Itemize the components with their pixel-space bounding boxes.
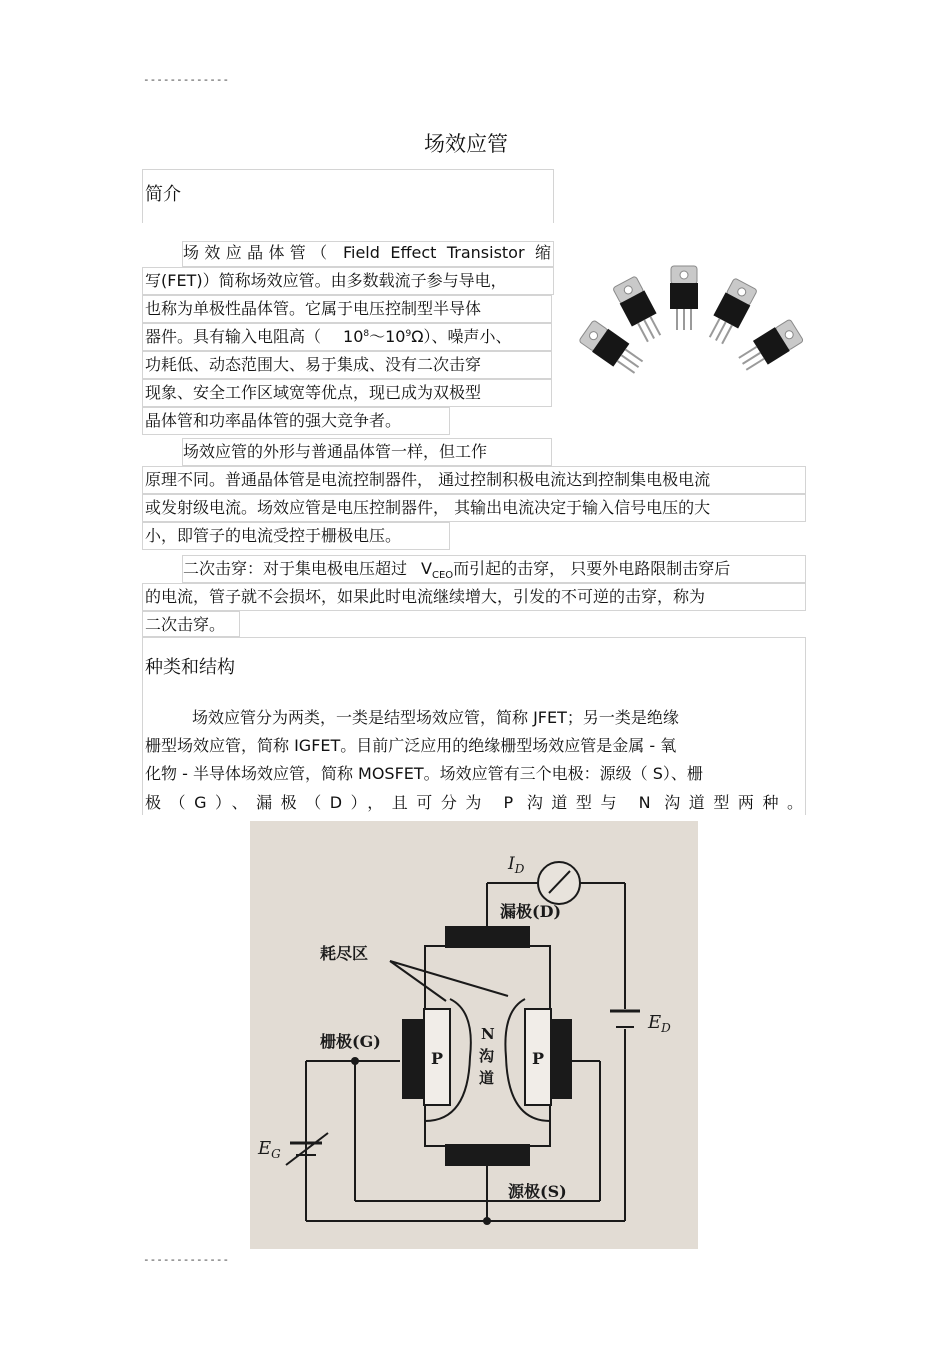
- header-rule: -------------: [143, 73, 230, 86]
- svg-text:ED: [647, 1012, 671, 1035]
- types-text-line: 极（G）、漏极（D），且可分为 P 沟道型与 N 沟道型两种。: [145, 793, 803, 812]
- depletion-region-label: 耗尽区: [320, 944, 369, 963]
- id-subscript: D: [514, 862, 525, 876]
- page-title: 场效应管: [424, 132, 508, 156]
- svg-text:EG: [257, 1138, 281, 1161]
- p2-text-line: 原理不同。普通晶体管是电流控制器件， 通过控制积极电流达到控制集电极电流: [145, 470, 711, 489]
- exp-low: 8: [363, 329, 370, 339]
- p2-text-line: 场效应管的外形与普通晶体管一样，但工作: [183, 442, 488, 461]
- types-text-line: 栅型场效应管，简称 IGFET。目前广泛应用的绝缘栅型场效应管是金属 - 氧: [145, 736, 677, 755]
- p-region-left: P: [431, 1049, 444, 1068]
- jfet-diagram: [250, 821, 698, 1249]
- transistor-image: [612, 275, 667, 345]
- transistor-image: [704, 277, 759, 347]
- svg-text:ID: [507, 854, 525, 876]
- p3-seg: 而引起的击穿， 只要外电路限制击穿后: [453, 559, 731, 578]
- resistance-low: 10: [343, 327, 364, 346]
- vceo-subscript: CEO: [431, 570, 454, 582]
- p2-text-line: 小，即管子的电流受控于栅极电压。: [145, 526, 402, 545]
- intro-text-seg: 器件。具有输入电阻高（: [145, 327, 322, 346]
- intro-text-line: 现象、安全工作区域宽等优点，现已成为双极型: [145, 383, 482, 402]
- types-text-line: 场效应管分为两类，一类是结型场效应管，简称 JFET；另一类是绝缘: [192, 708, 679, 727]
- vceo-symbol: V: [421, 559, 432, 578]
- drain-label: 漏极(D): [500, 902, 562, 921]
- p3-text-line: [183, 559, 730, 586]
- eg-subscript: G: [271, 1147, 281, 1161]
- n-channel-label: N: [481, 1025, 495, 1043]
- exp-high: 9: [405, 329, 412, 339]
- types-heading: 种类和结构: [145, 657, 235, 678]
- intro-text-line: 也称为单极性晶体管。它属于电压控制型半导体: [145, 299, 482, 318]
- p3-text-line: 二次击穿。: [145, 615, 226, 634]
- intro-text-line: 功耗低、动态范围大、易于集成、没有二次击穿: [145, 355, 482, 374]
- intro-text-line: 场效应晶体管（ Field Effect Transistor 缩: [183, 243, 551, 262]
- intro-heading: 简介: [145, 184, 181, 205]
- gate-label: 栅极(G): [320, 1032, 381, 1051]
- intro-text-line: [145, 327, 511, 347]
- intro-text-line: 晶体管和功率晶体管的强大竞争者。: [145, 411, 402, 430]
- p-region-right: P: [532, 1049, 545, 1068]
- eg-label: E: [258, 1138, 272, 1159]
- types-text-line: 化物 - 半导体场效应管，简称 MOSFET。场效应管有三个电极：源级（ S）、栅: [145, 764, 703, 783]
- source-label: 源极(S): [508, 1182, 567, 1201]
- transistor-image: [670, 266, 698, 330]
- transistor-image: [735, 318, 804, 376]
- ed-label: E: [648, 1012, 662, 1033]
- footer-rule: -------------: [143, 1253, 230, 1266]
- intro-text-seg: Ω）、噪声小、: [411, 327, 512, 346]
- transistor-photo: [578, 262, 814, 386]
- id-label: I: [508, 854, 515, 874]
- p3-seg: 二次击穿：对于集电极电压超过: [183, 559, 408, 578]
- resistance-high: ～10: [369, 327, 406, 346]
- intro-heading-box: [142, 169, 554, 223]
- p3-text-line: 的电流，管子就不会损坏，如果此时电流继续增大，引发的不可逆的击穿，称为: [145, 587, 706, 606]
- n-channel-label: 道: [479, 1069, 495, 1087]
- p2-text-line: 或发射级电流。场效应管是电压控制器件， 其输出电流决定于输入信号电压的大: [145, 498, 711, 517]
- intro-text-line: 写(FET)）简称场效应管。由多数载流子参与导电，: [145, 271, 507, 290]
- n-channel-label: 沟: [479, 1047, 495, 1065]
- transistor-image: [578, 319, 646, 379]
- ed-subscript: D: [661, 1021, 671, 1035]
